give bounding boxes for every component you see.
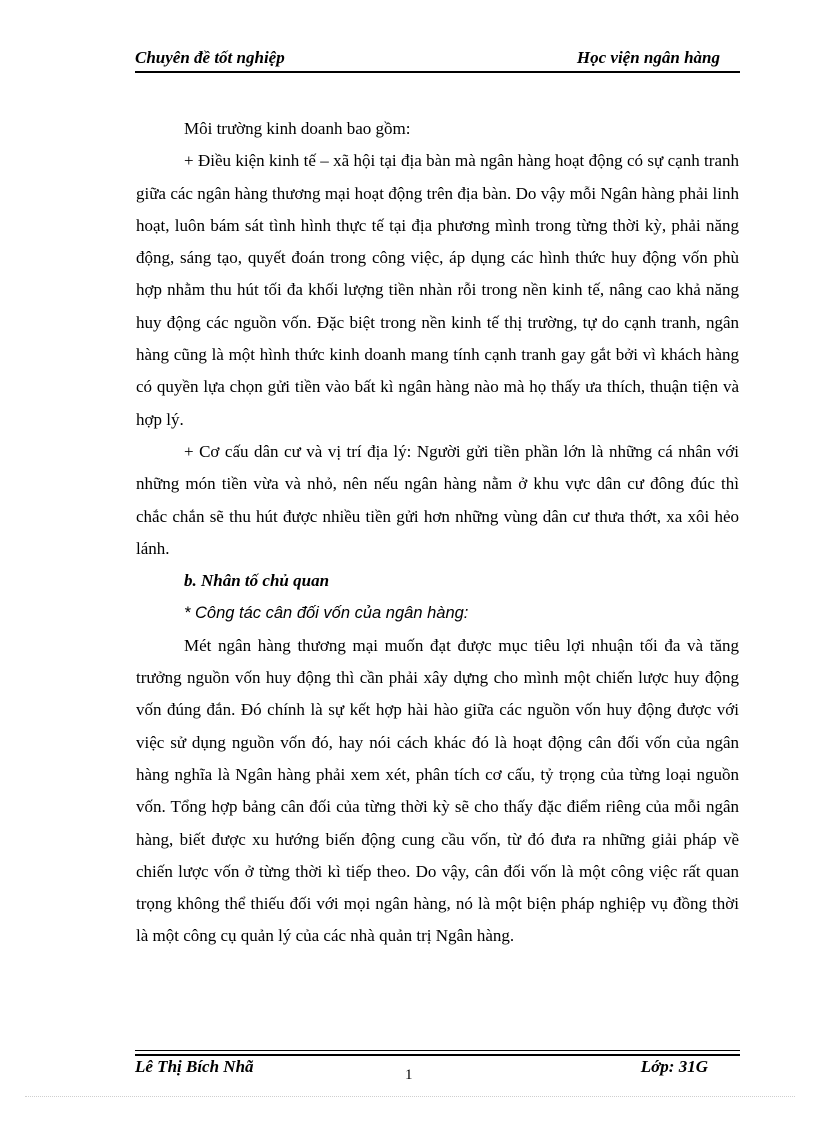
section-heading-subjective-factors: b. Nhân tố chủ quan	[184, 571, 330, 591]
page-edge-dotted-line	[25, 1096, 795, 1097]
subheading-capital-balancing: * Công tác cân đối vốn của ngân hàng:	[184, 604, 469, 623]
footer-author: Lê Thị Bích Nhã	[135, 1057, 254, 1076]
paragraph-capital-balancing: Mét ngân hàng thương mại muốn đạt được mục tiêu lợi nhuận tối đa và tăng trưởng nguồn vốn huy động thì cần phải xây dựng cho mình một chiến lược huy động vốn đúng đắn. Đó chính là sự kết hợp hài hào giữa các nguồn vốn huy động được với việc sử dụng nguồn vốn đó, hay nói cách khác đó là hoạt động cân đối vốn của ngân hàng nghĩa là Ngân hàng phải xem xét, phân tích cơ cấu, tỷ trọng của từng loại nguồn vốn. Tổng hợp bảng cân đối của từng thời kỳ sẽ cho thấy đặc điểm riêng của mỗi ngân hàng, biết được xu hướng biến động cung cầu vốn, từ đó đưa ra những giải pháp về chiến lược vốn ở từng thời kì tiếp theo. Do vậy, cân đối vốn là một công việc rất quan trọng không thể thiếu đối với mọi ngân hàng, nó là một biện pháp nghiệp vụ đồng thời là một công cụ quản lý của các nhà quản trị Ngân hàng.	[136, 635, 739, 946]
footer-divider-thick	[135, 1054, 740, 1056]
footer-divider-thin	[135, 1050, 740, 1051]
page-footer	[135, 1057, 740, 1087]
header-divider	[135, 71, 740, 73]
paragraph-population-location: + Cơ cấu dân cư và vị trí địa lý: Người gửi tiền phần lớn là những cá nhân với những món tiền vừa và nhỏ, nên nếu ngân hàng nằm ở khu vực dân cư đông đúc thì chắc chắn sẽ thu hút được nhiều tiền gửi hơn những vùng dân cư thưa thớt, xa xôi hẻo lánh.	[136, 441, 739, 558]
page-header	[135, 48, 740, 70]
footer-class-label: Lớp: 31G	[640, 1057, 708, 1076]
paragraph-intro: Môi trường kinh doanh bao gồm:	[184, 119, 411, 138]
header-institution: Học viện ngân hàng	[576, 48, 720, 67]
page-number: 1	[405, 1067, 413, 1083]
header-document-title: Chuyên đề tốt nghiệp	[135, 48, 285, 67]
page-body	[136, 113, 739, 953]
paragraph-economic-conditions: + Điều kiện kinh tế – xã hội tại địa bàn mà ngân hàng hoạt động có sự cạnh tranh giữa các ngân hàng thương mại hoạt động trên địa bàn. Do vậy mỗi Ngân hàng phải linh hoạt, luôn bám sát tình hình thực tế tại địa phương mình trong từng thời kỳ, phải năng động, sáng tạo, quyết đoán trong công việc, áp dụng các hình thức huy động vốn phù hợp nhằm thu hút tối đa khối lượng tiền nhàn rỗi trong nền kinh tế, nâng cao khả năng huy động các nguồn vốn. Đặc biệt trong nền kinh tế thị trường, tự do cạnh tranh, ngân hàng cũng là một hình thức kinh doanh mang tính cạnh tranh gay gắt bởi vì khách hàng có quyền lựa chọn gửi tiền vào bất kì ngân hàng nào mà họ thấy ưa thích, thuận tiện và hợp lý.	[136, 151, 739, 429]
